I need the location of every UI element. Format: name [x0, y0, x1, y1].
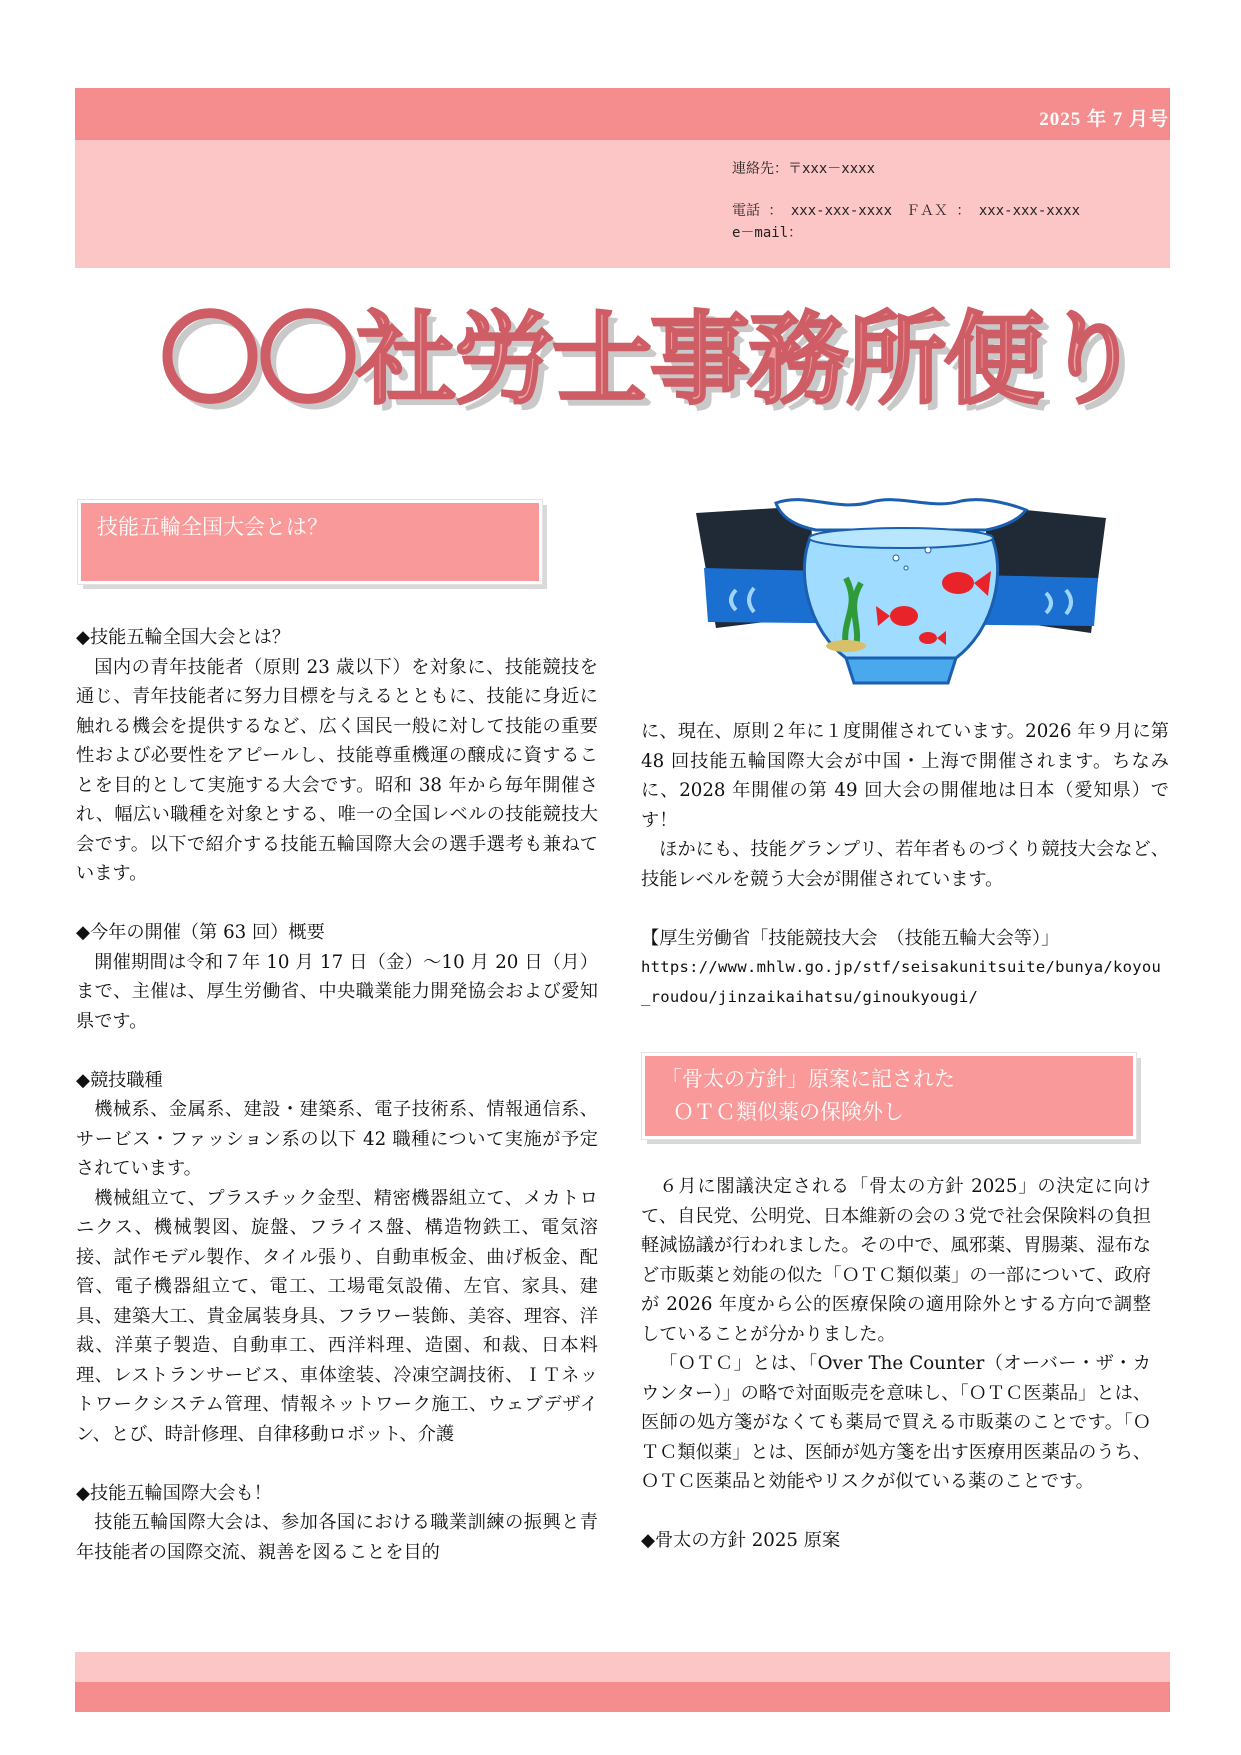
paragraph-what-is: 国内の青年技能者（原則 23 歳以下）を対象に、技能競技を通じ、青年技能者に努力目標を与えるとともに、技能に身近に触れる機会を提供するなど、広く国民一般に対して技能の重要性および必要性をアピールし、技能尊重機運の醸成に資することを目的として実施する大会です。昭和 38 年から毎年開催され、幅広い職種を対象とする、唯一の全国レベルの技能競技大会です。以下で紹介する技能五輪国際大会の選手選考も兼ねています。 [76, 656, 598, 884]
source-url[interactable]: https://www.mhlw.go.jp/stf/seisakunitsuite/bunya/koyou_roudou/jinzaikaihatsu/ginoukyougi/ [641, 958, 1162, 1006]
footer-dark-band [75, 1682, 1170, 1712]
section-title-box-skills-olympics [78, 500, 542, 584]
contact-email: e－mail： [732, 225, 803, 241]
section-title-line1: 「骨太の方針」原案に記された [661, 1067, 955, 1091]
left-column [76, 623, 598, 1567]
issue-date: 2025 年 7 月号 [1039, 109, 1169, 130]
newsletter-title: 〇〇社労士事務所便り [160, 301, 1140, 418]
heading-this-year: ◆今年の開催（第 63 回）概要 [76, 922, 325, 943]
footer-light-band [75, 1652, 1170, 1682]
source-title: 【厚生労働省「技能競技大会 （技能五輪大会等）」 [641, 927, 1060, 949]
section-title: 技能五輪全国大会とは？ [97, 515, 328, 539]
section-title-box-otc [642, 1053, 1136, 1139]
paragraph-international-start: 技能五輪国際大会は、参加各国における職業訓練の振興と青年技能者の国際交流、親善を図ることを目的 [76, 1512, 598, 1563]
heading-honebuto: ◆骨太の方針 2025 原案 [641, 1530, 841, 1551]
paragraph-international-cont: に、現在、原則２年に１度開催されています。2026 年９月に第 48 回技能五輪国際大会が中国・上海で開催されます。ちなみに、2028 年開催の第 49 回大会の開催地は日本（愛知県）です！ [641, 721, 1169, 831]
contact-address: 連絡先：〒xxx－xxxx [732, 161, 876, 177]
paragraph-this-year: 開催期間は令和７年 10 月 17 日（金）～10 月 20 日（月）まで、主催は、厚生労働省、中央職業能力開発協会および愛知県です。 [76, 951, 598, 1032]
paragraph-categories-list: 機械組立て、プラスチック金型、精密機器組立て、メカトロニクス、機械製図、旋盤、フライス盤、構造物鉄工、電気溶接、試作モデル製作、タイル張り、自動車板金、曲げ板金、配管、電子機器組立て、電工、工場電気設備、左官、家具、建具、建築大工、貴金属装身具、フラワー装飾、美容、理容、洋裁、洋菓子製造、自動車工、西洋料理、造園、和裁、日本料理、レストランサービス、車体塗装、冷凍空調技術、ＩＴネットワークシステム管理、情報ネットワーク施工、ウェブデザイン、とび、時計修理、自律移動ロボット、介護 [76, 1187, 598, 1445]
heading-what-is: ◆技能五輪全国大会とは？ [76, 627, 291, 648]
bowl-rim [776, 500, 1026, 530]
bowl-base [846, 658, 956, 683]
contact-phone-fax: 電話 ： xxx-xxx-xxxx ＦＡＸ ： xxx-xxx-xxxx [732, 203, 1081, 219]
paragraph-otc-definition: 「ＯＴＣ」とは、「Over The Counter（オーバー・ザ・カウンター）」の略で対面販売を意味し、「ＯＴＣ医薬品」とは、医師の処方箋がなくても薬局で買える市販薬のことです。「ＯＴＣ類似薬」とは、医師が処方箋を出す医療用医薬品のうち、ＯＴＣ医薬品と効能やリスクが似ている薬のことです。 [641, 1353, 1151, 1492]
right-column-top [641, 717, 1169, 1012]
paragraph-other-contests: ほかにも、技能グランプリ、若年者ものづくり競技大会など、技能レベルを競う大会が開催されています。 [641, 839, 1169, 890]
contact-block [732, 158, 1080, 244]
paragraph-categories-intro: 機械系、金属系、建設・建築系、電子技術系、情報通信系、サービス・ファッション系の以下 42 職種について実施が予定されています。 [76, 1099, 598, 1179]
goldfish-bowl-illustration [696, 498, 1106, 693]
paragraph-otc-intro: ６月に閣議決定される「骨太の方針 2025」の決定に向けて、自民党、公明党、日本維新の会の３党で社会保険料の負担軽減協議が行われました。その中で、風邪薬、胃腸薬、湿布など市販薬と効能の似た「ＯＴＣ類似薬」の一部について、政府が 2026 年度から公的医療保険の適用除外とする方向で調整していることが分かりました。 [641, 1176, 1151, 1345]
right-column-bottom [641, 1172, 1151, 1556]
heading-categories: ◆競技職種 [76, 1069, 163, 1091]
bowl-glass [804, 536, 997, 658]
section-title-line2: ＯＴＣ類似薬の保険外し [673, 1100, 904, 1124]
header-top-band [75, 88, 1170, 140]
heading-international: ◆技能五輪国際大会も！ [76, 1482, 272, 1504]
